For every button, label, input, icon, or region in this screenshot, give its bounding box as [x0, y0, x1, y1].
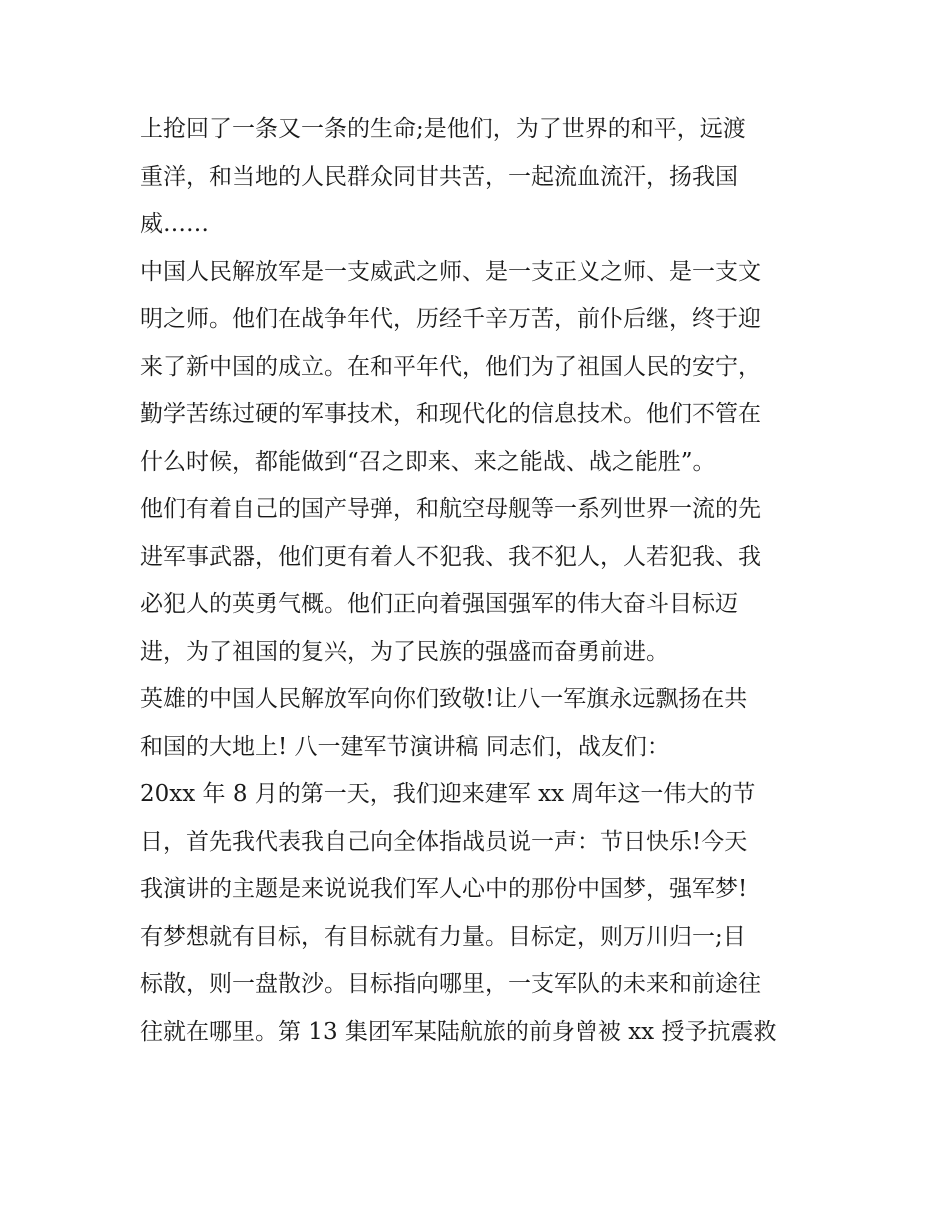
text-line: 进军事武器，他们更有着人不犯我、我不犯人，人若犯我、我	[140, 543, 761, 570]
text-line: 上抢回了一条又一条的生命;是他们，为了世界的和平，远渡	[140, 116, 746, 142]
text-line: 我演讲的主题是来说说我们军人心中的那份中国梦，强军梦!	[140, 876, 748, 902]
document-text-body	[140, 106, 820, 1056]
text-line: 标散，则一盘散沙。目标指向哪里，一支军队的未来和前途往	[140, 971, 761, 997]
text-line: 进，为了祖国的复兴，为了民族的强盛而奋勇前进。	[140, 638, 669, 665]
text-line: 来了新中国的成立。在和平年代，他们为了祖国人民的安宁，	[140, 353, 761, 380]
text-line: 重洋，和当地的人民群众同甘共苦，一起流血流汗，扬我国	[140, 163, 738, 190]
text-line: 往就在哪里。第 13 集团军某陆航旅的前身曾被 xx 授予抗震救	[140, 1018, 777, 1045]
text-line: 和国的大地上! 八一建军节演讲稿 同志们，战友们：	[140, 733, 670, 760]
text-line: 20xx 年 8 月的第一天，我们迎来建军 xx 周年这一伟大的节	[140, 781, 756, 807]
text-line: 勤学苦练过硬的军事技术，和现代化的信息技术。他们不管在	[140, 401, 761, 427]
text-line: 中国人民解放军是一支威武之师、是一支正义之师、是一支文	[140, 258, 761, 285]
text-line: 日，首先我代表我自己向全体指战员说一声：节日快乐!今天	[140, 828, 748, 855]
text-line: 有梦想就有目标，有目标就有力量。目标定，则万川归一;目	[140, 923, 746, 950]
text-line: 必犯人的英勇气概。他们正向着强国强军的伟大奋斗目标迈	[140, 591, 738, 617]
text-line: 英雄的中国人民解放军向你们致敬!让八一军旗永远飘扬在共	[140, 686, 748, 712]
text-line: 威……	[140, 211, 209, 237]
text-line: 明之师。他们在战争年代，历经千辛万苦，前仆后继，终于迎	[140, 306, 761, 332]
text-line: 什么时候，都能做到“召之即来、来之能战、战之能胜”。	[140, 448, 716, 475]
text-line: 他们有着自己的国产导弹，和航空母舰等一系列世界一流的先	[140, 496, 761, 522]
